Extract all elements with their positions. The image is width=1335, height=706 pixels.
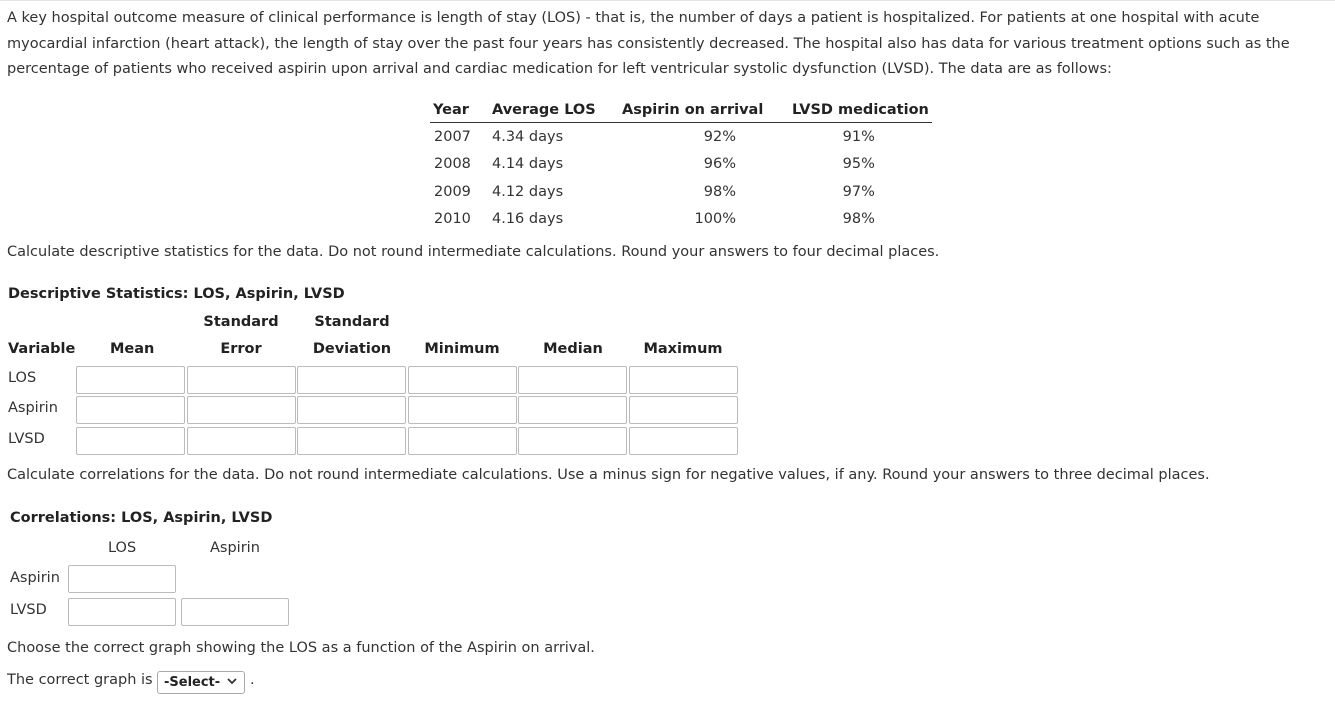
corr-col-los: LOS	[108, 540, 137, 556]
row-label-los: LOS	[8, 370, 37, 386]
table-row	[430, 123, 932, 151]
corr-row-lvsd: LVSD	[10, 602, 47, 618]
table-row	[430, 151, 932, 179]
data-table	[430, 98, 932, 233]
graph-period: .	[250, 672, 255, 688]
cell-aspirin: 98%	[703, 183, 736, 200]
header-aspirin: Aspirin on arrival	[622, 102, 764, 118]
cell-year: 2008	[434, 156, 471, 173]
cell-los: 4.16 days	[492, 211, 564, 228]
lvsd-median-input[interactable]	[518, 427, 627, 455]
table-row	[430, 206, 932, 234]
corr-lvsd-los-input[interactable]	[68, 598, 176, 626]
col-median: Median	[543, 341, 603, 357]
aspirin-se-input[interactable]	[187, 396, 296, 424]
intro-paragraph: A key hospital outcome measure of clinical performance is length of stay (LOS) - that is, the number of days a patient is hospitalized. For patients at one hospital with acute myocardial infarction (heart attack), the length of stay over the past four years has consistently decreased. The hospital also has data for various treatment options such as the percentage of patients who received aspirin upon arrival and cardiac medication for left ventricular systolic dysfunction (LVSD). The data are as follows:	[7, 10, 1290, 77]
cell-lvsd: 98%	[842, 211, 875, 228]
corr-row-aspirin: Aspirin	[10, 570, 60, 586]
corr-lvsd-aspirin-input[interactable]	[181, 598, 289, 626]
cell-los: 4.34 days	[492, 128, 564, 145]
aspirin-sd-input[interactable]	[297, 396, 406, 424]
row-label-aspirin: Aspirin	[8, 400, 58, 416]
graph-prompt: The correct graph is	[7, 672, 153, 688]
graph-select[interactable]	[157, 671, 245, 694]
corr-aspirin-los-input[interactable]	[68, 565, 176, 593]
descriptive-instruction: Calculate descriptive statistics for the data. Do not round intermediate calculations. Round your answers to four decimal places.	[7, 244, 940, 260]
lvsd-mean-input[interactable]	[76, 427, 185, 455]
cell-lvsd: 91%	[842, 128, 875, 145]
cell-year: 2007	[434, 128, 471, 145]
aspirin-min-input[interactable]	[408, 396, 517, 424]
col-se-bottom: Error	[220, 341, 262, 357]
descriptive-title: Descriptive Statistics: LOS, Aspirin, LVSD	[8, 286, 345, 302]
col-mean: Mean	[110, 341, 155, 357]
los-min-input[interactable]	[408, 366, 517, 394]
cell-los: 4.14 days	[492, 156, 564, 173]
lvsd-se-input[interactable]	[187, 427, 296, 455]
los-sd-input[interactable]	[297, 366, 406, 394]
cell-year: 2009	[434, 183, 471, 200]
graph-select-value: -Select-	[164, 675, 221, 690]
cell-aspirin: 100%	[694, 211, 736, 228]
los-mean-input[interactable]	[76, 366, 185, 394]
row-label-lvsd: LVSD	[8, 431, 45, 447]
cell-los: 4.12 days	[492, 183, 564, 200]
aspirin-max-input[interactable]	[629, 396, 738, 424]
aspirin-mean-input[interactable]	[76, 396, 185, 424]
cell-lvsd: 97%	[842, 183, 875, 200]
lvsd-sd-input[interactable]	[297, 427, 406, 455]
los-max-input[interactable]	[629, 366, 738, 394]
top-divider	[0, 0, 1335, 1]
cell-aspirin: 92%	[703, 128, 736, 145]
los-median-input[interactable]	[518, 366, 627, 394]
graph-instruction: Choose the correct graph showing the LOS as a function of the Aspirin on arrival.	[7, 640, 595, 656]
col-sd-top: Standard	[314, 314, 390, 330]
col-maximum: Maximum	[643, 341, 723, 357]
col-variable: Variable	[8, 341, 76, 357]
cell-aspirin: 96%	[703, 156, 736, 173]
corr-col-aspirin: Aspirin	[210, 540, 260, 556]
table-row	[430, 178, 932, 206]
header-average-los: Average LOS	[492, 102, 596, 118]
cell-year: 2010	[434, 211, 471, 228]
col-sd-bottom: Deviation	[312, 341, 392, 357]
col-se-top: Standard	[203, 314, 279, 330]
chevron-down-icon	[226, 675, 238, 690]
header-year: Year	[433, 102, 469, 118]
los-se-input[interactable]	[187, 366, 296, 394]
cell-lvsd: 95%	[842, 156, 875, 173]
lvsd-max-input[interactable]	[629, 427, 738, 455]
correlation-instruction: Calculate correlations for the data. Do not round intermediate calculations. Use a minus sign for negative values, if any. Round your answers to three decimal places.	[7, 467, 1210, 483]
header-lvsd: LVSD medication	[792, 102, 929, 118]
aspirin-median-input[interactable]	[518, 396, 627, 424]
col-minimum: Minimum	[424, 341, 500, 357]
correlation-title: Correlations: LOS, Aspirin, LVSD	[10, 510, 273, 526]
lvsd-min-input[interactable]	[408, 427, 517, 455]
